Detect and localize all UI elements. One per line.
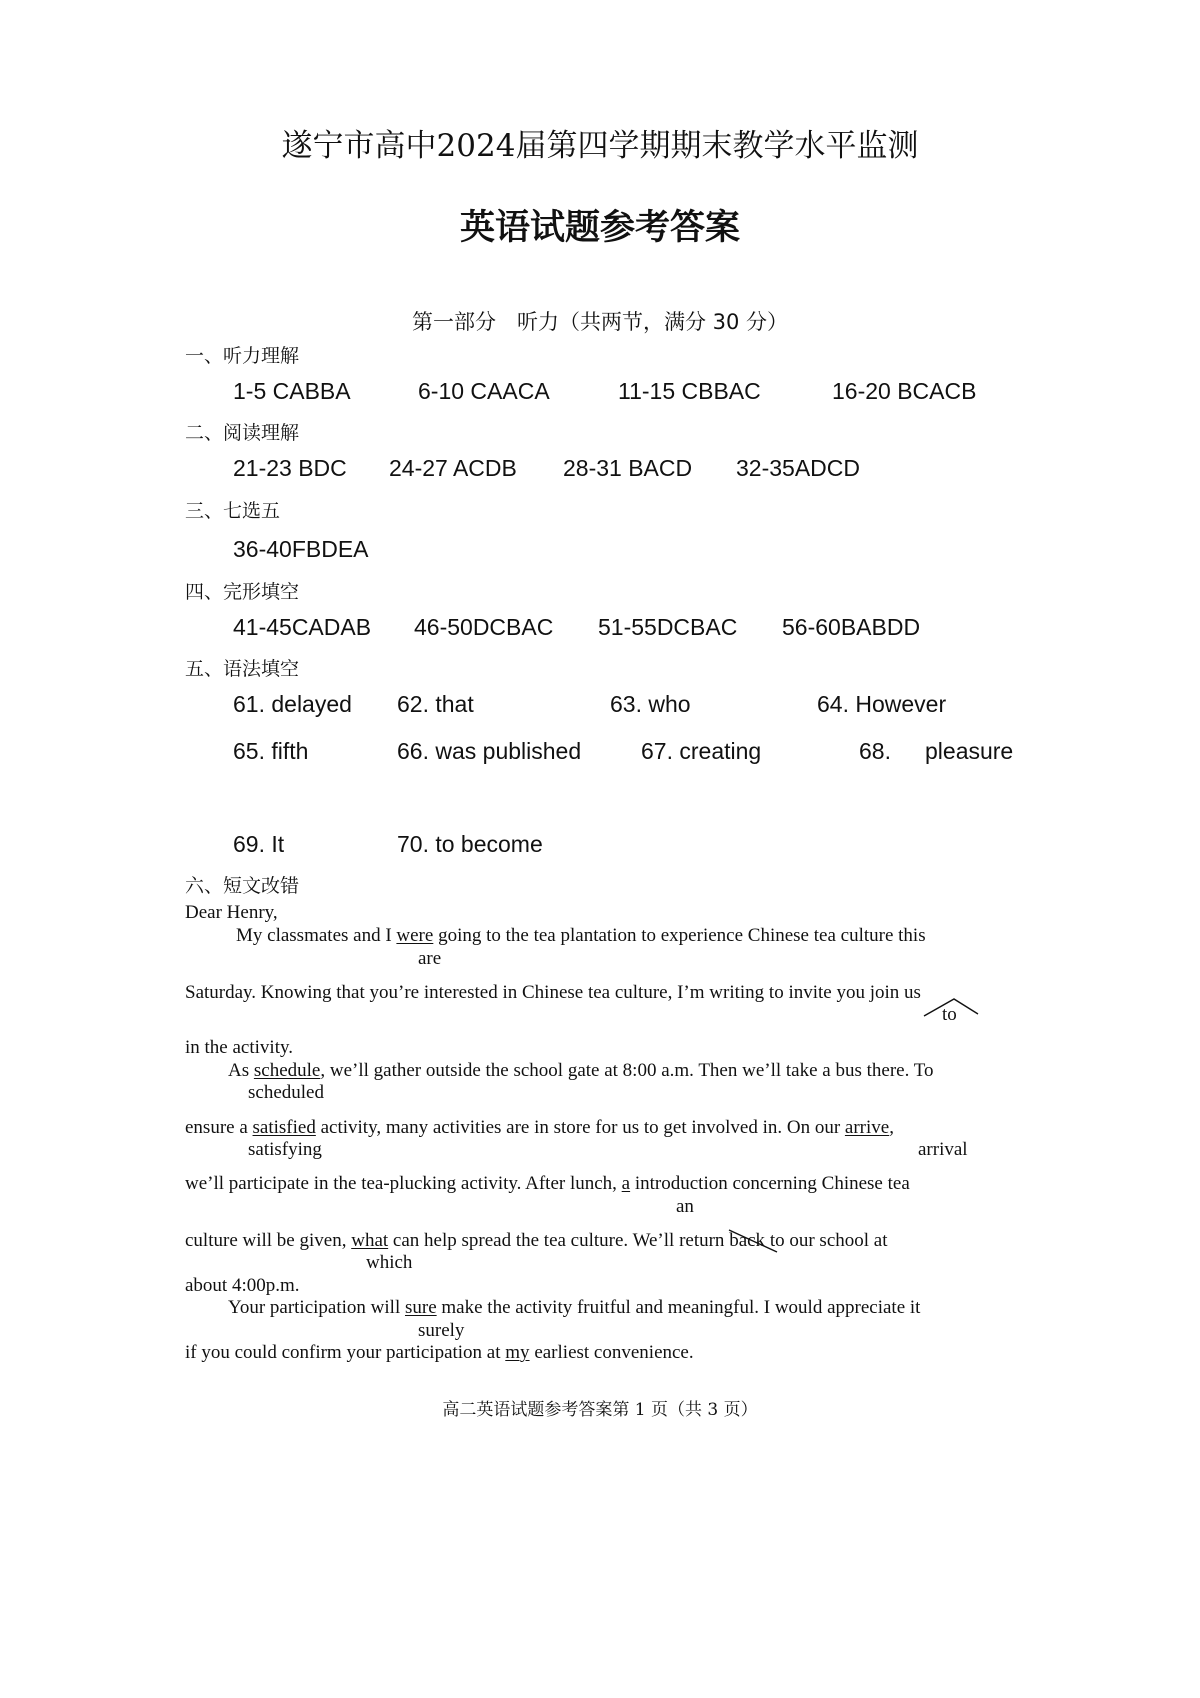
letter-line: As schedule, we’ll gather outside the school gate at 8:00 a.m. Then we’ll take a bus there. To (228, 1060, 934, 1081)
error-word: were (396, 925, 434, 946)
answer-group: 24-27 ACDB (389, 455, 517, 481)
grammar-answer: 70. to become (397, 831, 543, 857)
page-footer: 高二英语试题参考答案第 1 页（共 3 页） (442, 1400, 758, 1420)
answer-group: 36-40FBDEA (233, 536, 369, 562)
letter-line: if you could confirm your participation at my earliest convenience. (185, 1342, 694, 1363)
grammar-answer: 69. It (233, 831, 285, 857)
error-word: sure (404, 1297, 437, 1318)
page-title: 遂宁市高中2024届第四学期期末教学水平监测 (281, 128, 919, 164)
grammar-answer: 65. fifth (233, 738, 309, 764)
error-word: my (505, 1342, 530, 1363)
correction-word: surely (418, 1320, 465, 1341)
correction-word: scheduled (248, 1082, 324, 1103)
answer-group: 28-31 BACD (563, 455, 693, 481)
letter-line: Your participation will sure make the activity fruitful and meaningful. I would appreciate it (228, 1297, 921, 1318)
correction-word: arrival (918, 1139, 968, 1160)
answer-group: 51-55DCBAC (598, 614, 738, 640)
letter-line: ensure a satisfied activity, many activities are in store for us to get involved in. On our arrive, (185, 1117, 894, 1138)
grammar-answer: 68. (859, 738, 891, 764)
letter-greeting: Dear Henry, (185, 902, 278, 923)
letter-line: in the activity. (185, 1037, 293, 1058)
grammar-answer: 63. who (610, 691, 691, 717)
error-word: arrive (844, 1117, 890, 1138)
grammar-answer: 67. creating (641, 738, 762, 764)
grammar-answer: 66. was published (397, 738, 582, 764)
answer-group: 16-20 BCACB (832, 378, 977, 404)
correction-word: are (418, 948, 442, 969)
letter-line: Saturday. Knowing that you’re interested in Chinese tea culture, I’m writing to invite you join us (185, 982, 921, 1003)
section-heading-listening: 一、听力理解 (185, 345, 300, 367)
letter-line: culture will be given, what can help spread the tea culture. We’ll return back to our school at (185, 1230, 888, 1252)
grammar-answer: 62. that (397, 691, 474, 717)
answer-group: 41-45CADAB (233, 614, 372, 640)
error-word: schedule (253, 1060, 321, 1081)
grammar-answer: 64. However (817, 691, 947, 717)
answer-group: 56-60BABDD (782, 614, 921, 640)
grammar-answer: pleasure (925, 738, 1014, 764)
error-word: what (351, 1230, 389, 1251)
letter-line: My classmates and I were going to the tea plantation to experience Chinese tea culture this (236, 925, 926, 946)
strike-mark-icon (727, 1226, 781, 1256)
deleted-word: back (729, 1230, 765, 1251)
correction-word: satisfying (248, 1139, 322, 1160)
answer-group: 6-10 CAACA (418, 378, 550, 404)
page-subtitle: 英语试题参考答案 (459, 208, 740, 248)
answer-group: 1-5 CABBA (233, 378, 351, 404)
correction-word: which (366, 1252, 413, 1273)
section-heading-reading: 二、阅读理解 (185, 422, 300, 444)
answer-group: 21-23 BDC (233, 455, 347, 481)
answer-group: 11-15 CBBAC (618, 378, 761, 404)
part-title: 第一部分 听力（共两节，满分 30 分） (411, 310, 789, 334)
letter-line: about 4:00p.m. (185, 1275, 300, 1296)
grammar-answer: 61. delayed (233, 691, 352, 717)
section-heading-cloze: 四、完形填空 (185, 581, 300, 603)
correction-word: to (942, 1004, 957, 1025)
error-word: satisfied (252, 1117, 316, 1138)
correction-word: an (676, 1196, 694, 1217)
error-word: a (621, 1173, 631, 1194)
answer-group: 32-35ADCD (736, 455, 860, 481)
answer-group: 46-50DCBAC (414, 614, 554, 640)
section-heading-grammar-fill: 五、语法填空 (185, 658, 300, 680)
section-heading-error-correction: 六、短文改错 (185, 875, 300, 897)
letter-line: we’ll participate in the tea-plucking activity. After lunch, a introduction concerning Chinese tea (185, 1173, 910, 1194)
section-heading-seven-choose-five: 三、七选五 (185, 500, 281, 522)
